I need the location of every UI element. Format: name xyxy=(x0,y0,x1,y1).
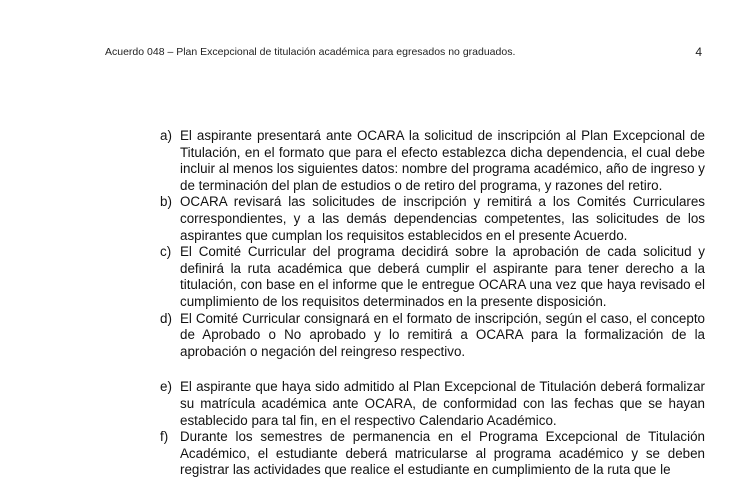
item-marker: b) xyxy=(160,194,172,210)
procedure-list xyxy=(160,128,705,479)
item-marker: e) xyxy=(160,379,172,395)
list-item-a xyxy=(160,128,705,194)
list-item-c xyxy=(160,244,705,310)
list-item-b xyxy=(160,194,705,244)
item-marker: f) xyxy=(160,429,169,445)
running-header xyxy=(105,46,705,64)
item-marker: a) xyxy=(160,128,172,143)
list-item-f xyxy=(160,429,705,479)
item-marker: c) xyxy=(160,244,172,260)
item-text: El aspirante que haya sido admitido al Plan Excepcional de Titulación deberá formalizar su matrícula académica ante OCARA, de conformidad con las fechas que se hayan establecido para tal fin, en el respectivo Calendario Académico. xyxy=(180,379,705,428)
page-number: 4 xyxy=(695,45,702,59)
item-text: El aspirante presentará ante OCARA la solicitud de inscripción al Plan Excepcional de Titulación, en el formato que para el efecto establezca dicha dependencia, el cual debe incluir al menos los siguientes datos: nombre del programa académico, año de ingreso y de terminación del plan de estudios o de retiro del programa, y razones del retiro. xyxy=(180,128,705,193)
list-item-d xyxy=(160,311,705,361)
list-item-e xyxy=(160,379,705,429)
item-text: Durante los semestres de permanencia en el Programa Excepcional de Titulación Académico, el estudiante deberá matricularse al programa académico y se deben registrar las actividades que realice el estudiante en cumplimiento de la ruta que le xyxy=(180,429,705,478)
item-text: OCARA revisará las solicitudes de inscripción y remitirá a los Comités Curriculares correspondientes, y a las demás dependencias competentes, las solicitudes de los aspirantes que cumplan los requisitos establecidos en el presente Acuerdo. xyxy=(180,194,705,243)
item-text: El Comité Curricular consignará en el formato de inscripción, según el caso, el concepto de Aprobado o No aprobado y lo remitirá a OCARA para la formalización de la aprobación o negación del reingreso respectivo. xyxy=(180,310,705,359)
item-marker: d) xyxy=(160,310,172,326)
item-text: El Comité Curricular del programa decidirá sobre la aprobación de cada solicitud y definirá la ruta académica que deberá cumplir el aspirante para tener derecho a la titulación, con base en el informe que le entregue OCARA una vez que haya revisado el cumplimiento de los requisitos determinados en la presente disposición. xyxy=(180,244,705,309)
header-title: Acuerdo 048 – Plan Excepcional de titulación académica para egresados no graduados. xyxy=(105,46,516,58)
